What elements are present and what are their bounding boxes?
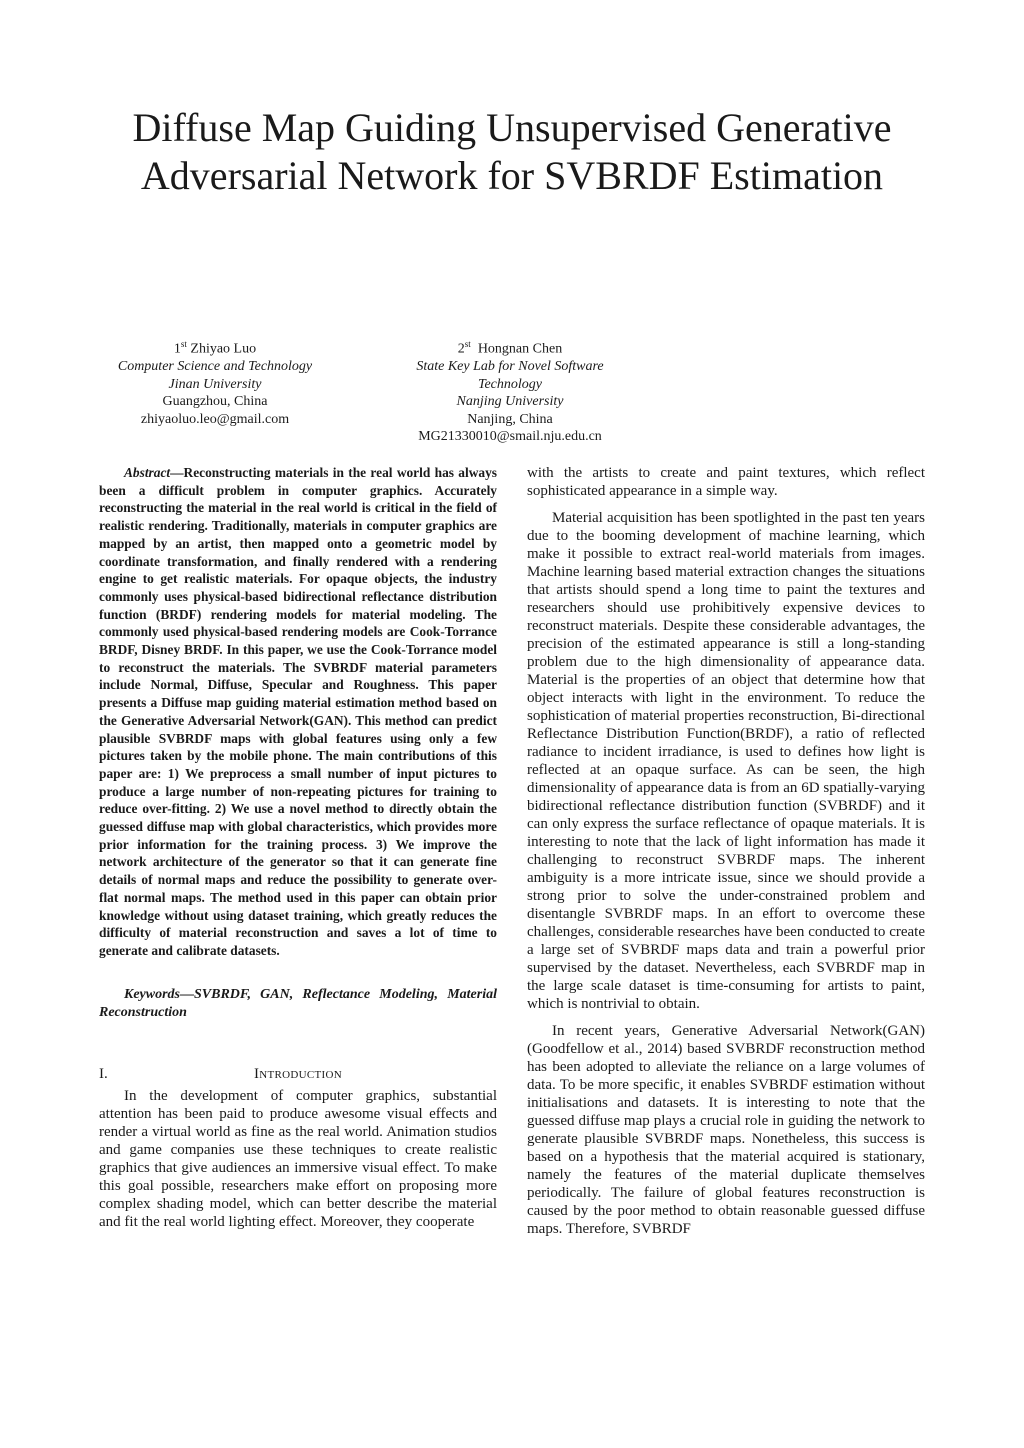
author-ordinal-suffix: st [464,339,471,349]
section-number: I. [99,1065,108,1082]
paper-title [60,104,964,200]
author-organization: Nanjing University [456,394,564,410]
author-department: Computer Science and Technology [117,359,313,375]
author-email: MG21330010@smail.nju.edu.cn [418,429,602,445]
abstract [99,464,497,960]
author-ordinal-suffix: st [180,339,187,349]
author-location: Guangzhou, China [162,394,268,410]
author-location: Nanjing, China [467,411,553,427]
keywords-text: SVBRDF, GAN, Reflectance Modeling, Material Reconstruction [99,986,497,1021]
right-column [527,464,925,1238]
keywords-label: Keywords [124,986,180,1002]
title-line-1: Diffuse Map Guiding Unsupervised Generative [132,105,892,150]
author-department-cont: Technology [477,376,543,392]
author-name-line [60,336,370,358]
abstract-text: Reconstructing materials in the real world has always been a difficult problem in computer graphics. Accurately reconstructing the material in the real world is critical in the field of realistic rendering. Traditionally, materials in computer graphics are mapped by an artist, then mapped onto a geometric model by coordinate transformation, and finally rendered with a rendering engine to get realistic materials. For opaque objects, the industry commonly uses physical-based bidirectional reflectance distribution function (BRDF) rendering models for material modeling. The commonly used physical-based rendering models are Cook-Torrance BRDF, Disney BRDF. In this paper, we use the Cook-Torrance model to reconstruct the materials. The SVBRDF material parameters include Normal, Diffuse, Specular and Roughness. This paper presents a Diffuse map guiding material estimation method based on the Generative Adversarial Network(GAN). This method can predict plausible SVBRDF maps with global features using only a few pictures taken by the mobile phone. The main contributions of this paper are: 1) We preprocess a small number of input pictures to produce a large number of non-repeating pictures for training to reduce over-fitting. 2) We use a novel method to directly obtain the guessed diffuse map with global characteristics, which provides more prior information for the training process. 3) We improve the network architecture of the generator so that it can generate fine details of normal maps and reduce the possibility to generate over-flat normal maps. The method used in this paper can obtain prior knowledge without using dataset training, which greatly reduces the difficulty of material reconstruction and saves a lot of time to generate and calibrate datasets. [99,465,497,958]
author-email: zhiyaoluo.leo@gmail.com [140,411,290,427]
abstract-label: Abstract [124,465,171,480]
author-block-2 [360,336,660,446]
section-title: Introduction [253,1065,343,1082]
section-heading [99,1065,497,1087]
author-ordinal: 2 [457,341,465,357]
intro-paragraph-2: Material acquisition has been spotlighted in the past ten years due to the booming development of machine learning, which make it possible to extract real-world materials from images. Machine learning based material extraction changes the situations that artists should spend a long time to paint the textures and researchers should use prohibitively expensive devices to reconstruct materials. Despite these considerable advantages, the precision of the estimated appearance is still a long-standing problem due to the high dimensionality of appearance data. Material is the properties of an object that determine how that object interacts with light in the environment. To reduce the sophistication of material properties reconstruction, Bi-directional Reflectance Distribution Function(BRDF), a ratio of reflected radiance to incident irradiance, is used to defines how light is reflected at an opaque surface. As can be seen, the high dimensionality of appearance data is from an 6D spatially-varying bidirectional reflectance distribution function (SVBRDF) and it can only express the surface reflectance of opaque materials. It is interesting to note that the lack of light information has made it challenging to reconstruct SVBRDF maps. The inherent ambiguity is a more intricate issue, since we should provide a strong prior to solve the under-constrained problem and disentangle SVBRDF maps. In an effort to overcome these challenges, considerable researches have been conducted to create a large set of SVBRDF maps data and train a powerful prior supervised by the dataset. Nevertheless, each SVBRDF map in the large scale dataset is time-consuming for artists to paint, which is nontrivial to obtain. [527,510,925,1012]
intro-paragraph-1: In the development of computer graphics, substantial attention has been paid to produce awesome visual effects and render a virtual world as fine as the real world. Animation studios and game companies use these techniques to create realistic graphics that give audiences an immersive visual effect. To make this goal possible, researchers make effort on proposing more complex shading model, which can better describe the material and fit the real world lighting effect. Moreover, they cooperate [99,1087,497,1230]
intro-paragraph-1-cont: with the artists to create and paint textures, which reflect sophisticated appearance in a simple way. [527,465,925,499]
intro-paragraph-3: In recent years, Generative Adversarial Network(GAN) (Goodfellow et al., 2014) based SVBRDF reconstruction method has been adopted to alleviate the reliance on a large volumes of data. To be more specific, it enables SVBRDF estimation without initialisations and datasets. It is interesting to note that the guessed diffuse map plays a crucial role in guiding the network to generate plausible SVBRDF maps. Nonetheless, this success is based on a hypothesis that the material acquired is stationary, namely the features of the material duplicate themselves periodically. The failure of global features reconstruction is caused by the poor method to obtain reasonable guessed diffuse maps. Therefore, SVBRDF [527,1023,925,1237]
author-block-1 [60,336,370,428]
author-ordinal: 1 [173,341,181,357]
author-name: Hongnan Chen [477,341,563,357]
author-department: State Key Lab for Novel Software [416,359,604,375]
keywords [99,986,497,1023]
title-line-2: Adversarial Network for SVBRDF Estimation [140,153,884,198]
author-name: Zhiyao Luo [190,341,257,357]
left-column [99,464,497,1231]
keywords-dash: — [180,986,194,1002]
author-organization: Jinan University [168,376,262,392]
abstract-dash: — [170,465,184,480]
author-name-line [360,336,660,358]
